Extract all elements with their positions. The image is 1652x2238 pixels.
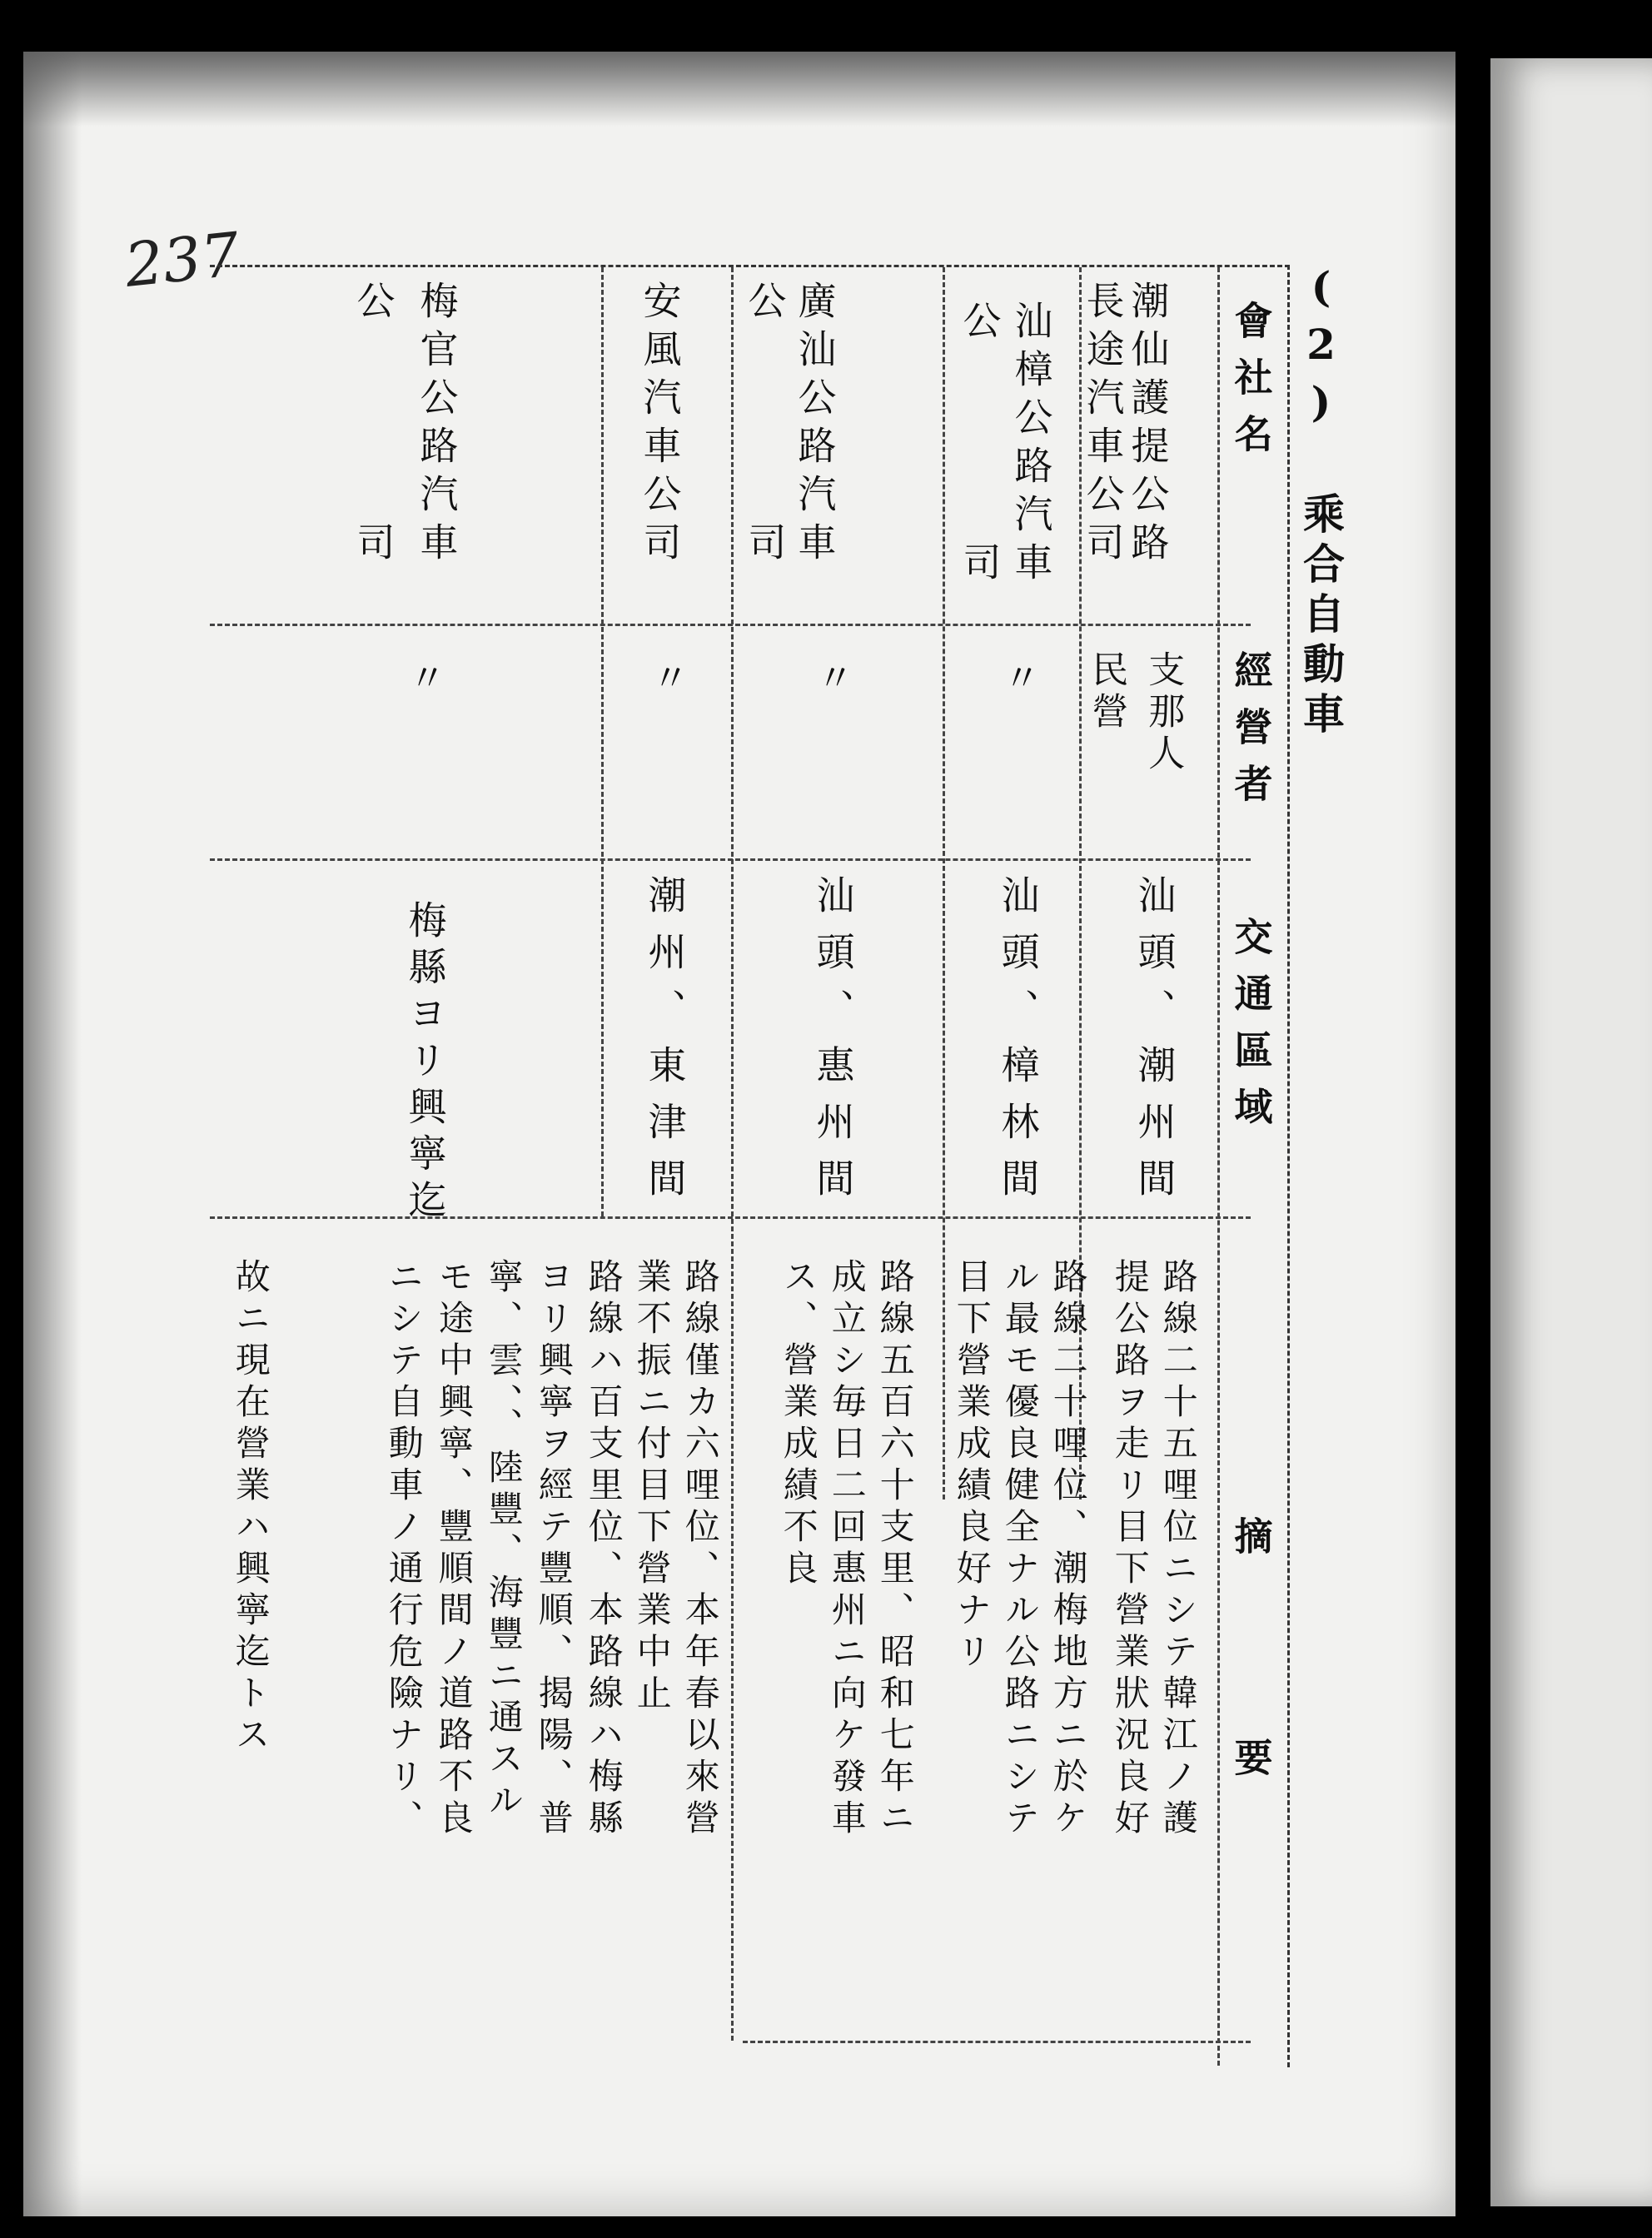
row3-company-line1: 廣汕公路汽車 [792, 281, 838, 570]
row5-company-line2: 公 司 [351, 281, 396, 570]
row3-company-line2: 公 司 [742, 281, 788, 570]
row5-summary-line4: モ途中興寧、豐順間ノ道路不良 [433, 1258, 475, 1841]
row2-summary-line2: ル最モ優良健全ナル公路ニシテ [999, 1258, 1041, 1841]
row4-operator: 〃 [645, 659, 689, 700]
row1-operator-line1: 支那人 [1142, 650, 1185, 775]
adjacent-page-edge [1490, 58, 1652, 2206]
row3-summary-line1: 路線五百六十支里、昭和七年ニ [874, 1258, 916, 1841]
page-number: 237 [121, 219, 243, 301]
row5-operator: 〃 [402, 659, 445, 700]
row5-summary-line5: ニシテ自動車ノ通行危險ナリ、 [383, 1258, 425, 1841]
row2-operator: 〃 [997, 659, 1040, 700]
header-summary: 摘要 [1228, 1516, 1274, 1959]
row5-company-line1: 梅官公路汽車 [414, 281, 460, 570]
header-company: 會社名 [1228, 301, 1274, 470]
row-divider-name-operator [210, 624, 1251, 626]
row5-area: 梅縣ヨリ興寧迄 [402, 900, 448, 1226]
row3-operator: 〃 [810, 659, 853, 700]
row5-summary-line6: 故ニ現在營業ハ興寧迄トス [230, 1258, 271, 1758]
row1-summary-line2: 提公路ヲ走リ目下營業狀況良好 [1109, 1258, 1151, 1841]
row-divider-operator-area [210, 858, 1251, 861]
row1-operator-line2: 民營 [1085, 650, 1128, 734]
col-divider-2 [943, 267, 945, 1499]
col-divider-3 [731, 267, 734, 2041]
row2-summary-line3: 目下營業成績良好ナリ [951, 1258, 993, 1674]
row5-summary-line2: ヨリ興寧ヲ經テ豐順、揭陽、普 [533, 1258, 575, 1841]
row2-company-line2: 公 司 [957, 301, 1003, 590]
row4-company: 安風汽車公司 [637, 281, 683, 570]
header-area: 交通區域 [1228, 917, 1274, 1143]
section-title: (2) 乘合自動車 [1296, 262, 1346, 742]
row2-company-line1: 汕樟公路汽車 [1008, 301, 1054, 590]
row-divider-area-summary [210, 1216, 1251, 1219]
row4-summary-line2: 業不振ニ付目下營業中止 [631, 1258, 673, 1716]
row2-summary-line1: 路線二十哩位、潮梅地方ニ於ケ [1047, 1258, 1089, 1841]
table-bottom-rule [743, 2041, 1251, 2043]
header-operator: 經營者 [1228, 650, 1274, 820]
col-divider-4 [601, 267, 604, 1216]
row3-summary-line3: ス、營業成績不良 [778, 1258, 819, 1591]
row4-summary-line1: 路線僅カ六哩位、本年春以來營 [679, 1258, 721, 1841]
row4-area: 潮州、東津間 [642, 875, 688, 1215]
col-divider-header [1217, 267, 1220, 2066]
row5-summary-line1: 路線ハ百支里位、本路線ハ梅縣 [583, 1258, 624, 1841]
row1-summary-line1: 路線二十五哩位ニシテ韓江ノ護 [1157, 1258, 1199, 1841]
row5-summary-line3: 寧、雲、、陸豐、海豐ニ通スル [483, 1258, 525, 1823]
row1-area: 汕頭、潮州間 [1132, 875, 1177, 1215]
row3-area: 汕頭、惠州間 [810, 875, 856, 1215]
row3-summary-line2: 成立シ毎日二回惠州ニ向ケ發車 [826, 1258, 868, 1841]
transport-table [210, 265, 1290, 2067]
row2-area: 汕頭、樟林間 [995, 875, 1041, 1215]
row1-company-line1: 潮仙護提公路 [1125, 281, 1171, 570]
row1-company-line2: 長途汽車公司 [1080, 281, 1126, 570]
